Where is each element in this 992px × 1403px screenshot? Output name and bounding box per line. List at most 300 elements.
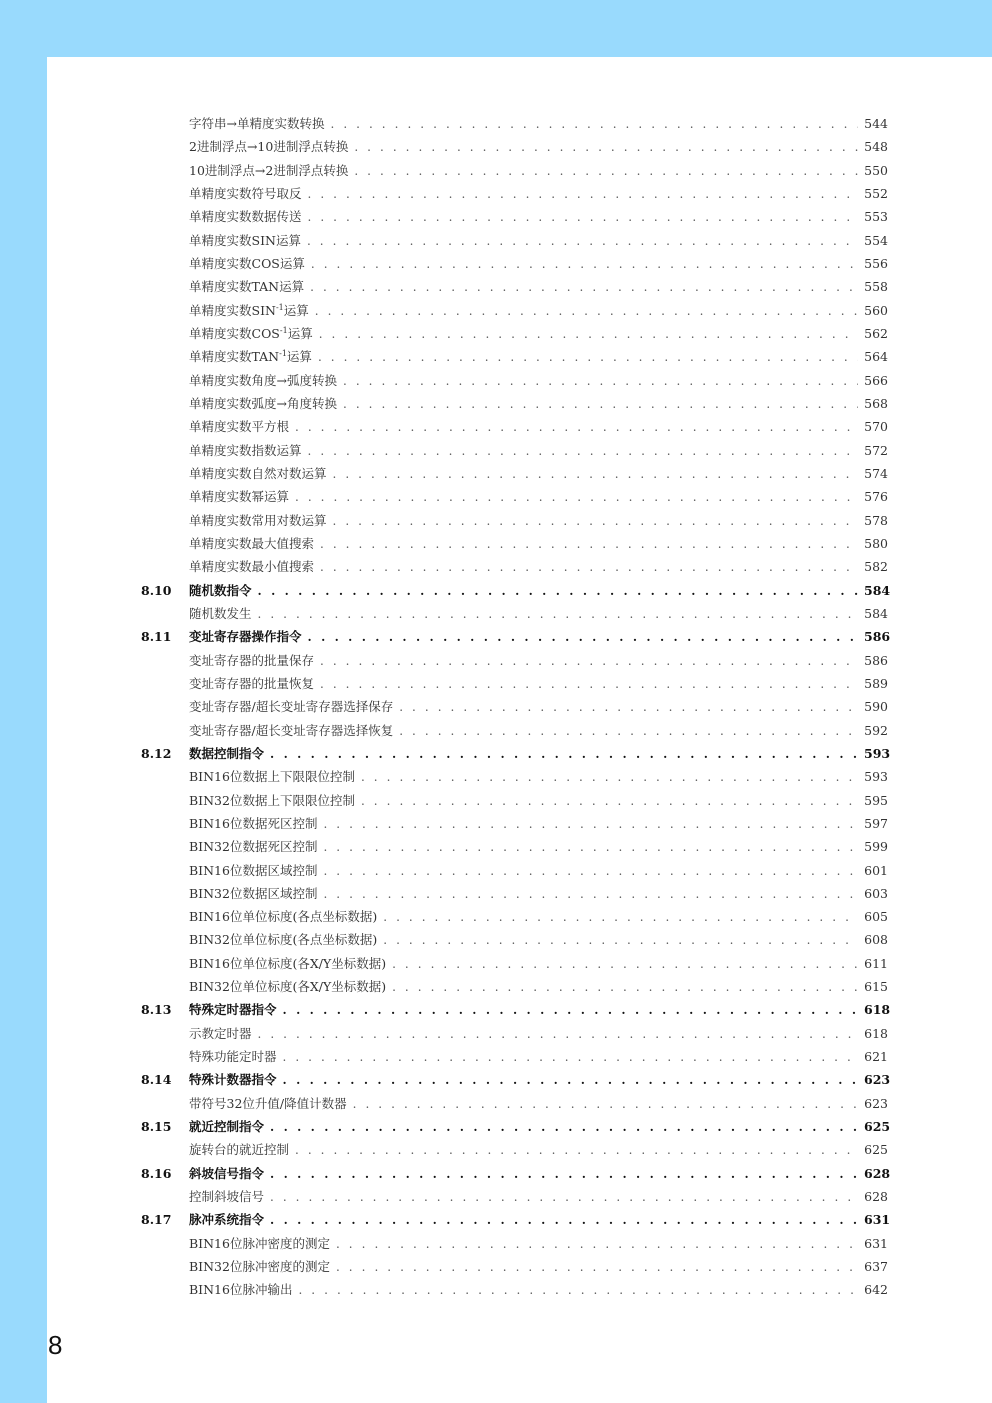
dot-leader xyxy=(295,416,858,439)
dot-leader xyxy=(343,370,858,393)
entry-title-text: 带符号32位升值/降值计数器 xyxy=(189,1095,347,1111)
dot-leader xyxy=(320,556,858,579)
dot-leader xyxy=(319,323,858,346)
entry-page-number: 584 xyxy=(864,582,891,598)
dot-leader xyxy=(270,743,858,766)
toc-entry xyxy=(189,252,888,276)
entry-title xyxy=(189,345,312,368)
entry-page-number: 586 xyxy=(864,652,888,668)
toc-entry xyxy=(189,1045,888,1069)
entry-title xyxy=(189,1208,264,1231)
toc-item-row[interactable] xyxy=(0,602,992,625)
toc-item-row[interactable] xyxy=(0,1278,992,1301)
toc-entry xyxy=(189,695,888,719)
toc-entry xyxy=(189,998,891,1022)
toc-item-row[interactable] xyxy=(0,789,992,812)
entry-title-text: BIN16位脉冲输出 xyxy=(189,1282,293,1298)
entry-title xyxy=(189,882,317,905)
section-number: 8.17 xyxy=(141,1212,172,1228)
toc-entry xyxy=(189,299,888,323)
dot-leader xyxy=(353,1093,858,1116)
toc-entry xyxy=(189,952,888,976)
toc-item-row[interactable] xyxy=(0,835,992,858)
dot-leader xyxy=(270,1116,858,1139)
entry-page-number: 625 xyxy=(864,1119,891,1135)
entry-page-number: 611 xyxy=(864,955,888,971)
entry-title xyxy=(189,1092,347,1115)
entry-title xyxy=(189,1045,277,1068)
entry-page-number: 552 xyxy=(864,185,888,201)
entry-title xyxy=(189,229,301,252)
entry-title xyxy=(189,322,313,345)
entry-title-text: 变址寄存器的批量保存 xyxy=(189,652,315,668)
dot-leader xyxy=(320,533,858,556)
toc-section-row[interactable] xyxy=(0,742,992,765)
entry-page-number: 576 xyxy=(864,489,888,505)
entry-page-number: 544 xyxy=(864,116,888,131)
entry-page-number: 590 xyxy=(864,699,888,715)
entry-title-text: 单精度实数最小值搜索 xyxy=(189,559,315,575)
dot-leader xyxy=(308,626,858,649)
entry-title xyxy=(189,719,393,742)
toc-section-row[interactable] xyxy=(0,579,992,602)
entry-title xyxy=(189,1232,330,1255)
entry-page-number: 628 xyxy=(864,1165,891,1181)
entry-title xyxy=(189,672,314,695)
entry-title xyxy=(189,649,314,672)
entry-title-text: 旋转台的就近控制 xyxy=(189,1142,290,1158)
entry-title-text: 单精度实数自然对数运算 xyxy=(189,465,327,481)
toc-entry xyxy=(189,1255,888,1279)
entry-title-superscript: -1 xyxy=(279,349,287,359)
toc-entry xyxy=(189,602,888,626)
entry-title xyxy=(189,415,289,438)
toc-item-row[interactable] xyxy=(0,439,992,462)
dot-leader xyxy=(361,790,858,813)
toc-entry xyxy=(189,1068,891,1092)
entry-title-text: 单精度实数平方根 xyxy=(189,419,290,435)
entry-title-text: 变址寄存器的批量恢复 xyxy=(189,675,315,691)
toc-entry xyxy=(189,649,888,673)
section-number: 8.11 xyxy=(141,629,172,645)
entry-title-text: 变址寄存器/超长变址寄存器选择保存 xyxy=(189,699,394,715)
entry-title xyxy=(189,625,302,648)
entry-title-text: 单精度实数TAN运算 xyxy=(189,279,305,295)
entry-page-number: 582 xyxy=(864,559,888,575)
entry-title-text: BIN32位数据死区控制 xyxy=(189,839,318,855)
dot-leader xyxy=(354,160,858,183)
toc-item-row[interactable] xyxy=(0,952,992,975)
entry-title-superscript: -1 xyxy=(279,325,288,335)
entry-title xyxy=(189,742,264,765)
entry-title xyxy=(189,485,289,508)
entry-title-text: 特殊计数器指令 xyxy=(189,1072,277,1088)
entry-title-text: BIN32位单位标度(各X/Y坐标数据) xyxy=(189,979,387,995)
entry-page-number: 605 xyxy=(864,909,888,925)
entry-title xyxy=(189,1022,252,1045)
toc-entry xyxy=(189,159,888,183)
entry-page-number: 553 xyxy=(864,209,888,225)
dot-leader xyxy=(295,486,858,509)
dot-leader xyxy=(270,1163,858,1186)
toc-entry xyxy=(189,1278,888,1302)
toc-item-row[interactable] xyxy=(0,509,992,532)
entry-title-text: BIN16位单位标度(各X/Y坐标数据) xyxy=(189,955,387,971)
toc-item-row[interactable] xyxy=(0,1138,992,1161)
entry-title xyxy=(189,509,327,532)
dot-leader xyxy=(392,976,858,999)
toc-section-row[interactable] xyxy=(0,625,992,648)
entry-title-suffix: 运算 xyxy=(283,302,309,318)
entry-page-number: 560 xyxy=(864,302,888,318)
toc-item-row[interactable] xyxy=(0,812,992,835)
entry-title xyxy=(189,765,355,788)
dot-leader xyxy=(283,1069,858,1092)
toc-item-row[interactable] xyxy=(0,1185,992,1208)
toc-item-row[interactable] xyxy=(0,882,992,905)
entry-title-superscript: -1 xyxy=(275,302,284,312)
entry-title-text: 特殊定时器指令 xyxy=(189,1002,277,1018)
toc-item-row[interactable] xyxy=(0,1045,992,1068)
toc-entry xyxy=(189,275,888,299)
entry-title-text: 单精度实数符号取反 xyxy=(189,185,302,201)
dot-leader xyxy=(258,603,858,626)
dot-leader xyxy=(283,1046,858,1069)
entry-title xyxy=(189,439,302,462)
toc-item-row[interactable] xyxy=(0,905,992,928)
entry-title-text: 变址寄存器/超长变址寄存器选择恢复 xyxy=(189,722,394,738)
toc-item-row[interactable] xyxy=(0,672,992,695)
toc-item-row[interactable] xyxy=(0,462,992,485)
toc-item-row[interactable] xyxy=(0,229,992,252)
dot-leader xyxy=(315,300,858,323)
toc-entry xyxy=(189,742,891,766)
toc-entry xyxy=(189,928,888,952)
entry-title-text: 就近控制指令 xyxy=(189,1119,265,1135)
toc-item-row[interactable] xyxy=(0,1255,992,1278)
entry-title xyxy=(189,905,377,928)
entry-title xyxy=(189,998,277,1021)
toc-entry xyxy=(189,135,888,159)
dot-leader xyxy=(320,673,858,696)
entry-page-number: 623 xyxy=(864,1072,891,1088)
dot-leader xyxy=(330,113,858,136)
toc-item-row[interactable] xyxy=(0,1232,992,1255)
toc-item-row[interactable] xyxy=(0,695,992,718)
section-number: 8.13 xyxy=(141,1002,172,1018)
toc-item-row[interactable] xyxy=(0,159,992,182)
dot-leader xyxy=(308,183,858,206)
toc-entry xyxy=(189,205,888,229)
entry-title xyxy=(189,532,314,555)
toc-entry xyxy=(189,555,888,579)
entry-title-text: 单精度实数常用对数运算 xyxy=(189,512,327,528)
entry-page-number: 580 xyxy=(864,535,888,551)
entry-page-number: 592 xyxy=(864,722,888,738)
entry-title-text: 随机数发生 xyxy=(189,605,252,621)
entry-page-number: 564 xyxy=(864,349,888,365)
entry-title xyxy=(189,812,317,835)
entry-title-text: 斜坡信号指令 xyxy=(189,1165,265,1181)
entry-page-number: 595 xyxy=(864,792,888,808)
entry-title xyxy=(189,859,317,882)
entry-title xyxy=(189,1162,264,1185)
dot-leader xyxy=(318,346,858,369)
toc-section-row[interactable] xyxy=(0,1068,992,1091)
entry-page-number: 584 xyxy=(864,605,888,621)
dot-leader xyxy=(354,136,858,159)
entry-title-text: 单精度实数数据传送 xyxy=(189,209,302,225)
entry-title xyxy=(189,695,393,718)
dot-leader xyxy=(336,1233,858,1256)
toc-section-row[interactable] xyxy=(0,998,992,1021)
entry-page-number: 572 xyxy=(864,442,888,458)
entry-title-suffix: 运算 xyxy=(286,349,312,365)
toc-entry xyxy=(189,322,888,346)
entry-title xyxy=(189,275,304,298)
entry-title-text: 单精度实数指数运算 xyxy=(189,442,302,458)
entry-title-text: 单精度实数COS xyxy=(189,325,280,341)
toc-item-row[interactable] xyxy=(0,205,992,228)
dot-leader xyxy=(333,510,858,533)
toc-item-row[interactable] xyxy=(0,182,992,205)
entry-page-number: 586 xyxy=(864,629,891,645)
toc-entry xyxy=(189,369,888,393)
section-number: 8.15 xyxy=(141,1119,172,1135)
toc-item-row[interactable] xyxy=(0,252,992,275)
entry-title xyxy=(189,205,302,228)
dot-leader xyxy=(399,720,858,743)
entry-title xyxy=(189,602,252,625)
entry-page-number: 608 xyxy=(864,932,888,948)
toc-item-row[interactable] xyxy=(0,112,992,135)
entry-title-text: 特殊功能定时器 xyxy=(189,1049,277,1065)
entry-page-number: 599 xyxy=(864,839,888,855)
entry-title xyxy=(189,159,348,182)
entry-title xyxy=(189,1255,330,1278)
toc-entry xyxy=(189,1022,888,1046)
entry-page-number: 593 xyxy=(864,769,888,785)
entry-title-text: 变址寄存器操作指令 xyxy=(189,629,302,645)
entry-title-text: BIN16位数据死区控制 xyxy=(189,815,318,831)
entry-page-number: 603 xyxy=(864,885,888,901)
page-number: 8 xyxy=(48,1330,63,1360)
entry-title xyxy=(189,928,377,951)
dot-leader xyxy=(270,1186,858,1209)
entry-page-number: 562 xyxy=(864,325,888,341)
toc-entry xyxy=(189,1185,888,1209)
entry-title-text: 字符串→单精度实数转换 xyxy=(189,116,325,131)
entry-title-text: BIN32位数据区域控制 xyxy=(189,885,318,901)
toc-entry xyxy=(189,229,888,253)
toc-entry xyxy=(189,1208,891,1232)
toc-item-row[interactable] xyxy=(0,345,992,368)
toc-item-row[interactable] xyxy=(0,975,992,998)
toc-entry xyxy=(189,532,888,556)
entry-title-text: 脉冲系统指令 xyxy=(189,1212,265,1228)
toc-item-row[interactable] xyxy=(0,299,992,322)
entry-page-number: 618 xyxy=(864,1025,888,1041)
table-of-contents xyxy=(0,112,992,1302)
toc-entry xyxy=(189,485,888,509)
toc-entry xyxy=(189,905,888,929)
entry-title xyxy=(189,835,317,858)
entry-title xyxy=(189,369,337,392)
entry-title-text: 10进制浮点→2进制浮点转换 xyxy=(189,162,349,178)
entry-title xyxy=(189,1138,289,1161)
section-number: 8.16 xyxy=(141,1165,172,1181)
entry-title-text: 单精度实数角度→弧度转换 xyxy=(189,372,337,388)
entry-title-text: BIN16位脉冲密度的测定 xyxy=(189,1235,330,1251)
dot-leader xyxy=(343,393,858,416)
entry-page-number: 642 xyxy=(864,1282,888,1298)
toc-entry xyxy=(189,509,888,533)
entry-title xyxy=(189,1068,277,1091)
entry-title xyxy=(189,952,386,975)
dot-leader xyxy=(270,1209,858,1232)
toc-entry xyxy=(189,625,891,649)
toc-entry xyxy=(189,975,888,999)
toc-item-row[interactable] xyxy=(0,485,992,508)
entry-page-number: 615 xyxy=(864,979,888,995)
entry-title-text: 2进制浮点→10进制浮点转换 xyxy=(189,139,349,155)
toc-entry xyxy=(189,882,888,906)
dot-leader xyxy=(258,580,858,603)
toc-item-row[interactable] xyxy=(0,275,992,298)
toc-section-row[interactable] xyxy=(0,1208,992,1231)
entry-title-suffix: 运算 xyxy=(287,325,313,341)
entry-page-number: 631 xyxy=(864,1235,888,1251)
entry-title xyxy=(189,182,302,205)
toc-entry xyxy=(189,812,888,836)
toc-item-row[interactable] xyxy=(0,532,992,555)
entry-page-number: 597 xyxy=(864,815,888,831)
toc-item-row[interactable] xyxy=(0,1022,992,1045)
entry-title-text: 示教定时器 xyxy=(189,1025,252,1041)
entry-page-number: 566 xyxy=(864,372,888,388)
entry-page-number: 625 xyxy=(864,1142,888,1158)
dot-leader xyxy=(283,999,858,1022)
dot-leader xyxy=(323,860,858,883)
dot-leader xyxy=(320,650,858,673)
entry-title-text: 单精度实数TAN xyxy=(189,349,280,365)
dot-leader xyxy=(392,953,858,976)
entry-page-number: 570 xyxy=(864,419,888,435)
entry-title-text: BIN32位脉冲密度的测定 xyxy=(189,1259,330,1275)
dot-leader xyxy=(383,929,858,952)
entry-page-number: 574 xyxy=(864,465,888,481)
toc-section-row[interactable] xyxy=(0,1162,992,1185)
toc-section-row[interactable] xyxy=(0,1115,992,1138)
toc-entry xyxy=(189,392,888,416)
toc-item-row[interactable] xyxy=(0,392,992,415)
toc-entry xyxy=(189,1162,891,1186)
toc-entry xyxy=(189,835,888,859)
dot-leader xyxy=(310,276,858,299)
dot-leader xyxy=(333,463,858,486)
toc-entry xyxy=(189,1092,888,1116)
toc-entry xyxy=(189,1232,888,1256)
toc-item-row[interactable] xyxy=(0,928,992,951)
dot-leader xyxy=(323,813,858,836)
entry-title-text: 单精度实数SIN xyxy=(189,302,276,318)
toc-item-row[interactable] xyxy=(0,322,992,345)
toc-entry xyxy=(189,182,888,206)
toc-entry xyxy=(189,112,888,136)
entry-title-text: 单精度实数SIN运算 xyxy=(189,232,301,248)
entry-page-number: 593 xyxy=(864,745,891,761)
entry-title-text: BIN16位数据上下限限位控制 xyxy=(189,769,355,785)
entry-title-text: BIN32位数据上下限限位控制 xyxy=(189,792,355,808)
entry-title xyxy=(189,1115,264,1138)
entry-title-text: BIN16位单位标度(各点坐标数据) xyxy=(189,909,378,925)
toc-item-row[interactable] xyxy=(0,719,992,742)
section-number: 8.14 xyxy=(141,1072,172,1088)
section-number: 8.10 xyxy=(141,582,172,598)
entry-page-number: 556 xyxy=(864,255,888,271)
dot-leader xyxy=(308,206,858,229)
top-color-band xyxy=(0,0,992,57)
entry-title xyxy=(189,392,337,415)
dot-leader xyxy=(307,230,858,253)
toc-item-row[interactable] xyxy=(0,415,992,438)
entry-title-text: 控制斜坡信号 xyxy=(189,1189,265,1205)
entry-title-text: 单精度实数弧度→角度转换 xyxy=(189,395,337,411)
entry-page-number: 618 xyxy=(864,1002,891,1018)
toc-item-row[interactable] xyxy=(0,649,992,672)
toc-entry xyxy=(189,1115,891,1139)
toc-entry xyxy=(189,345,888,369)
entry-title xyxy=(189,579,252,602)
toc-item-row[interactable] xyxy=(0,765,992,788)
toc-entry xyxy=(189,1138,888,1162)
entry-title xyxy=(189,975,386,998)
dot-leader xyxy=(361,766,858,789)
entry-title xyxy=(189,112,324,135)
entry-page-number: 637 xyxy=(864,1259,888,1275)
toc-entry xyxy=(189,439,888,463)
entry-title xyxy=(189,1185,264,1208)
dot-leader xyxy=(323,883,858,906)
toc-entry xyxy=(189,859,888,883)
entry-title xyxy=(189,135,348,158)
toc-item-row[interactable] xyxy=(0,859,992,882)
toc-item-row[interactable] xyxy=(0,369,992,392)
toc-entry xyxy=(189,462,888,486)
entry-page-number: 589 xyxy=(864,675,888,691)
dot-leader xyxy=(311,253,858,276)
toc-entry xyxy=(189,579,891,603)
dot-leader xyxy=(295,1139,858,1162)
entry-title xyxy=(189,789,355,812)
dot-leader xyxy=(336,1256,858,1279)
toc-item-row[interactable] xyxy=(0,135,992,158)
section-number: 8.12 xyxy=(141,745,172,761)
dot-leader xyxy=(298,1279,858,1302)
entry-title xyxy=(189,1278,292,1301)
entry-title-text: 单精度实数幂运算 xyxy=(189,489,290,505)
entry-title xyxy=(189,555,314,578)
toc-entry xyxy=(189,719,888,743)
dot-leader xyxy=(399,696,858,719)
toc-entry xyxy=(189,765,888,789)
entry-page-number: 554 xyxy=(864,232,888,248)
entry-page-number: 558 xyxy=(864,279,888,295)
toc-item-row[interactable] xyxy=(0,1092,992,1115)
entry-page-number: 621 xyxy=(864,1049,888,1065)
entry-page-number: 601 xyxy=(864,862,888,878)
toc-item-row[interactable] xyxy=(0,555,992,578)
